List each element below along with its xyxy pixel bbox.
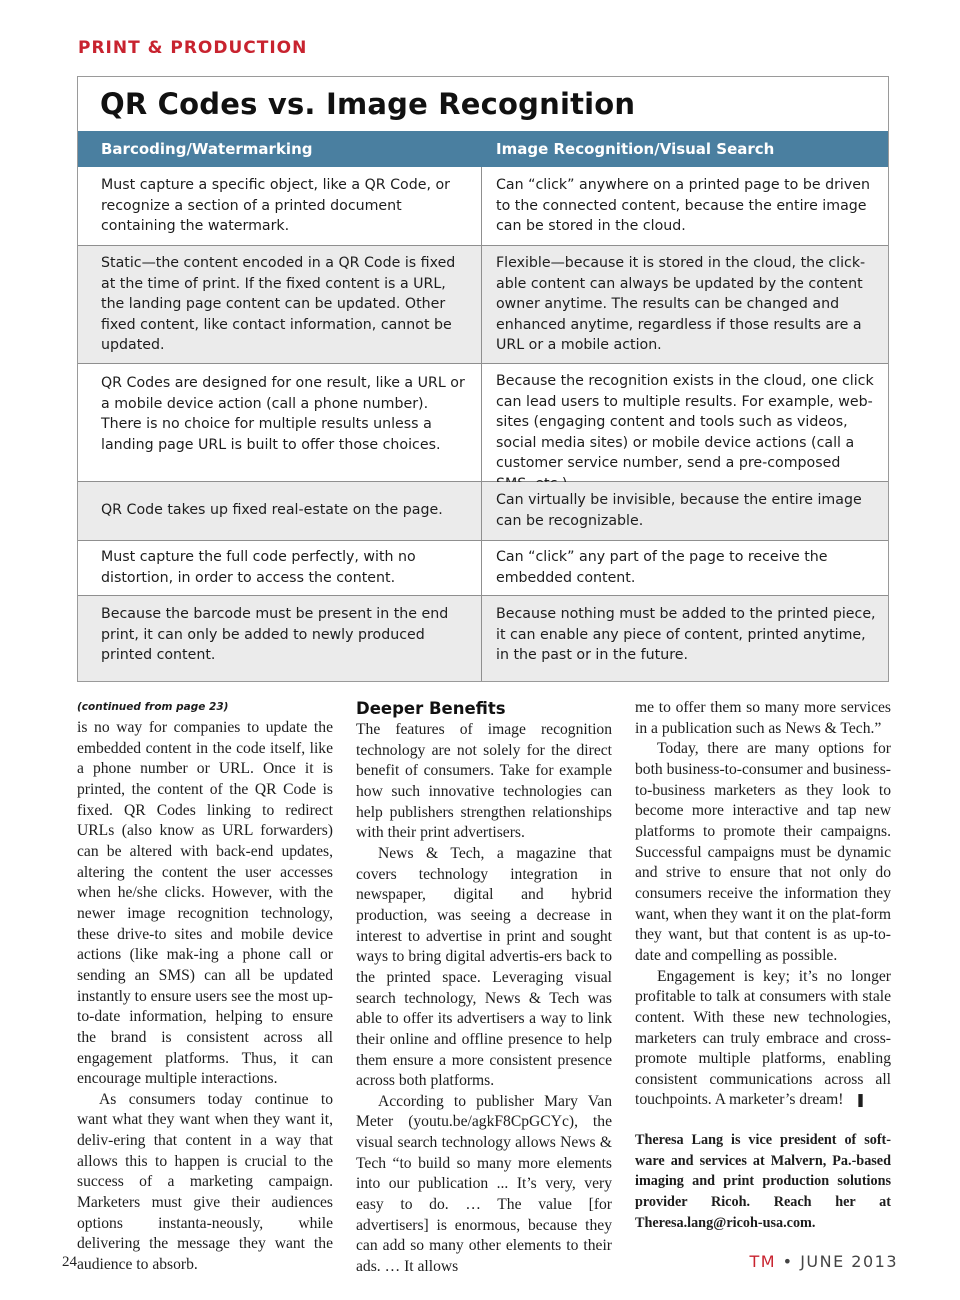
brand-mark: TM <box>749 1252 777 1271</box>
table-title: QR Codes vs. Image Recognition <box>100 87 636 121</box>
table-cell-right: Because nothing must be added to the printed piece, it can enable any piece of content, printed anytime, in the past or in the future. <box>496 606 876 664</box>
table-row <box>78 167 888 246</box>
paragraph: As consumers today continue to want what they want when they want it, deliv-ering that content in a way that allows this to happen is crucial to the success of a marketing campaign. Marketers must give their audiences options instanta-neously, while delivering the message they want the audience to absorb. <box>77 1090 333 1274</box>
table-row <box>78 596 888 681</box>
column-header-barcoding: Barcoding/Watermarking <box>101 140 313 158</box>
table-row <box>78 246 888 364</box>
table-row <box>78 364 888 482</box>
section-label: PRINT & PRODUCTION <box>78 38 308 58</box>
column-divider <box>481 167 482 681</box>
comparison-table <box>77 76 889 682</box>
article-column-3 <box>635 698 891 1233</box>
article-column-1 <box>77 698 333 1276</box>
table-cell-left: Static—the content encoded in a QR Code is fixed at the time of print. If the fixed content is a URL, the landing page content can be updated. Other fixed content, like contact information, cannot be updated. <box>101 255 456 354</box>
table-cell-right: Can “click” anywhere on a printed page to be driven to the connected content, because the entire image can be stored in the cloud. <box>496 177 870 235</box>
paragraph: Today, there are many options for both business-to-consumer and business-to-business marketers as they look to become more interactive and tap new platforms to promote their campaigns. Successful campaigns must be dynamic and strive to ensure that not only do consumers receive the information they want, when they want it on the plat-form they want, but that content is as up-to-date and compelling as possible. <box>635 740 891 964</box>
table-cell-left: QR Code takes up fixed real-estate on the page. <box>101 502 443 518</box>
paragraph: News & Tech, a magazine that covers technology integration in newspaper, digital and hybrid production, was seeing a decrease in interest to advertise in print and sought ways to bring digital advertis-ers back to the printed space. Leveraging visual search technology, News & Tech was able to offer its advertisers a way to link their online and offline presence to help them ensure a more consistent presence across both platforms. <box>356 844 612 1090</box>
table-row <box>78 541 888 596</box>
table-cell-right: Can virtually be invisible, because the entire image can be recognizable. <box>496 492 862 529</box>
end-mark-icon: ❚ <box>855 1093 867 1109</box>
issue-footer <box>749 1252 898 1271</box>
author-bio: Theresa Lang is vice president of soft-ware and services at Malvern, Pa.-based imaging and print production solutions provider Ricoh. Reach her at Theresa.lang@ricoh-usa.com. <box>635 1132 891 1231</box>
paragraph-text: Engagement is key; it’s no longer profitable to talk at consumers with stale content. With these new technologies, marketers can truly embrace and cross-promote multiple platforms, enabling consistent communications across all touchpoints. A marketer’s dream! <box>635 967 891 1109</box>
table-cell-left: Must capture the full code perfectly, with no distortion, in order to access the content. <box>101 549 416 586</box>
page-number: 24 <box>62 1254 77 1270</box>
table-header-row <box>78 131 888 167</box>
table-cell-right: Can “click” any part of the page to receive the embedded content. <box>496 549 828 586</box>
table-cell-left: Because the barcode must be present in the end print, it can only be added to newly produced printed content. <box>101 606 449 664</box>
paragraph: The features of image recognition technology are not solely for the direct benefit of consumers. Take for example how such innovative technologies can help publishers strengthen relationships with their print advertisers. <box>356 721 612 842</box>
footer-separator: • <box>782 1252 794 1271</box>
paragraph: According to publisher Mary Van Meter (youtu.be/agkF8CpGCYc), the visual search technology allows News & Tech “to build so many more elements into our publication ... It’s very, very easy to do. … The value [for advertisers] is enormous, because they can add so many other elements to their ads. … It allows <box>356 1092 612 1276</box>
table-cell-right: Flexible—because it is stored in the cloud, the click-able content can always be updated by the content owner anytime. The results can be changed and enhanced anytime, regardless if those results are a URL or a mobile action. <box>496 255 866 354</box>
column-header-image-recognition: Image Recognition/Visual Search <box>496 140 775 158</box>
article-column-2 <box>356 698 612 1278</box>
paragraph: is no way for companies to update the embedded content in the code itself, like a phone number or URL. Once it is printed, the content of the QR Code is fixed. QR Codes linking to redirect URLs (also know as URL forwarders) can be altered with back-end updates, altering the content the user accesses when he/she clicks. However, with the newer image recognition technology, these drive-to sites and mobile device actions (like mak-ing a phone call or sending an SMS) can all be updated instantly to ensure users see the most up-to-date information, helping to ensure the brand is consistent across all engagement platforms. Thus, it can encourage multiple interactions. <box>77 719 333 1088</box>
subhead: Deeper Benefits <box>356 699 506 718</box>
table-cell-left: Must capture a specific object, like a QR Code, or recognize a section of a printed document containing the watermark. <box>101 177 450 235</box>
issue-date: JUNE 2013 <box>800 1252 898 1271</box>
paragraph <box>635 967 891 1113</box>
continued-note: (continued from page 23) <box>77 701 229 713</box>
table-row <box>78 482 888 541</box>
paragraph: me to offer them so many more services in a publication such as News & Tech.” <box>635 699 891 737</box>
table-cell-right: Because the recognition exists in the cloud, one click can lead users to multiple results. For example, web-sites (engaging content and tools such as videos, social media sites) or mobile device actions (call a customer service number, send a pre-composed <box>496 373 874 472</box>
table-cell-left: QR Codes are designed for one result, like a URL or a mobile device action (call a phone number). There is no choice for multiple results unless a landing page URL is built to offer those choices. <box>101 375 465 453</box>
